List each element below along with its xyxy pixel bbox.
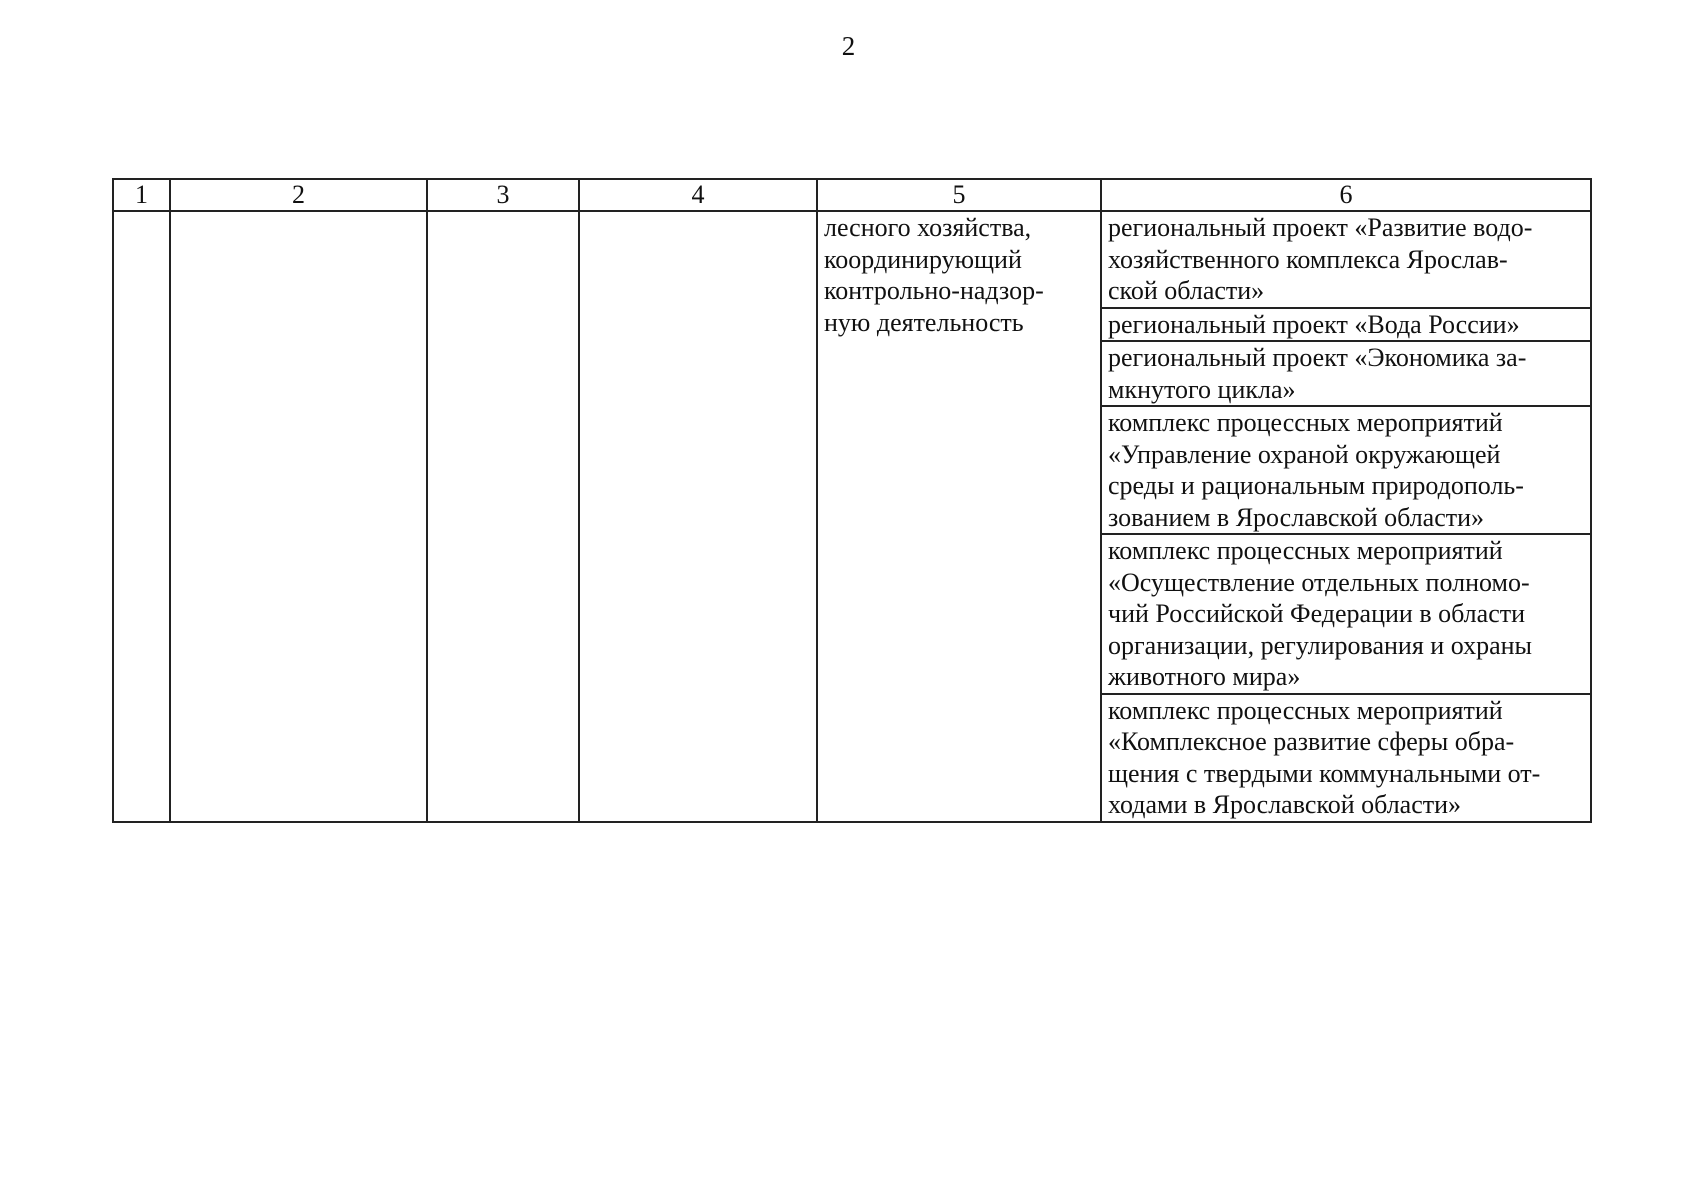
- header-col-6: 6: [1101, 179, 1591, 211]
- col6-line: среды и рациональным природополь-: [1108, 471, 1524, 500]
- cell-col-1: [113, 211, 170, 822]
- col6-line: «Осуществление отдельных полномо-: [1108, 567, 1530, 597]
- header-col-5: 5: [817, 179, 1101, 211]
- col6-line: животного мира»: [1108, 662, 1301, 691]
- col6-line: чий Российской Федерации в области: [1108, 599, 1526, 628]
- col6-line: хозяйственного комплекса Ярослав-: [1108, 244, 1508, 274]
- col5-line: ную деятельность: [824, 307, 1024, 337]
- col6-line: зованием в Ярославской области»: [1108, 502, 1485, 532]
- col6-line: мкнутого цикла»: [1108, 374, 1296, 404]
- col6-item-3: [1101, 341, 1591, 406]
- col6-line: щения с твердыми коммунальными от-: [1108, 758, 1541, 788]
- table-row: [113, 211, 1591, 308]
- col6-item-1: [1101, 211, 1591, 308]
- cell-col-4: [579, 211, 817, 822]
- col6-line: региональный проект «Вода России»: [1108, 309, 1520, 339]
- cell-col-2: [170, 211, 427, 822]
- col6-item-6: [1101, 694, 1591, 822]
- header-col-4: 4: [579, 179, 817, 211]
- col6-line: региональный проект «Экономика за-: [1108, 343, 1527, 372]
- col6-line: комплекс процессных мероприятий: [1108, 536, 1503, 565]
- col6-line: «Управление охраной окружающей: [1108, 439, 1501, 469]
- col6-item-4: [1101, 406, 1591, 534]
- col5-line: лесного хозяйства,: [824, 213, 1032, 242]
- col6-line: региональный проект «Развитие водо-: [1108, 213, 1533, 242]
- col5-line: координирующий: [824, 244, 1022, 274]
- page-number: 2: [841, 31, 856, 61]
- header-col-3: 3: [427, 179, 579, 211]
- col6-line: комплекс процессных мероприятий: [1108, 695, 1503, 725]
- header-col-1: 1: [113, 179, 170, 211]
- cell-col-5: [817, 211, 1101, 822]
- col6-line: ходами в Ярославской области»: [1108, 790, 1462, 819]
- col6-line: организации, регулирования и охраны: [1108, 630, 1532, 660]
- document-table: [112, 178, 1592, 823]
- col6-item-2: [1101, 308, 1591, 342]
- col5-line: контрольно-надзор-: [824, 276, 1044, 305]
- col6-line: ской области»: [1108, 276, 1265, 305]
- col6-item-5: [1101, 534, 1591, 694]
- col6-line: комплекс процессных мероприятий: [1108, 408, 1503, 437]
- cell-col-3: [427, 211, 579, 822]
- table-header-row: [113, 179, 1591, 211]
- header-col-2: 2: [170, 179, 427, 211]
- col6-line: «Комплексное развитие сферы обра-: [1108, 727, 1515, 756]
